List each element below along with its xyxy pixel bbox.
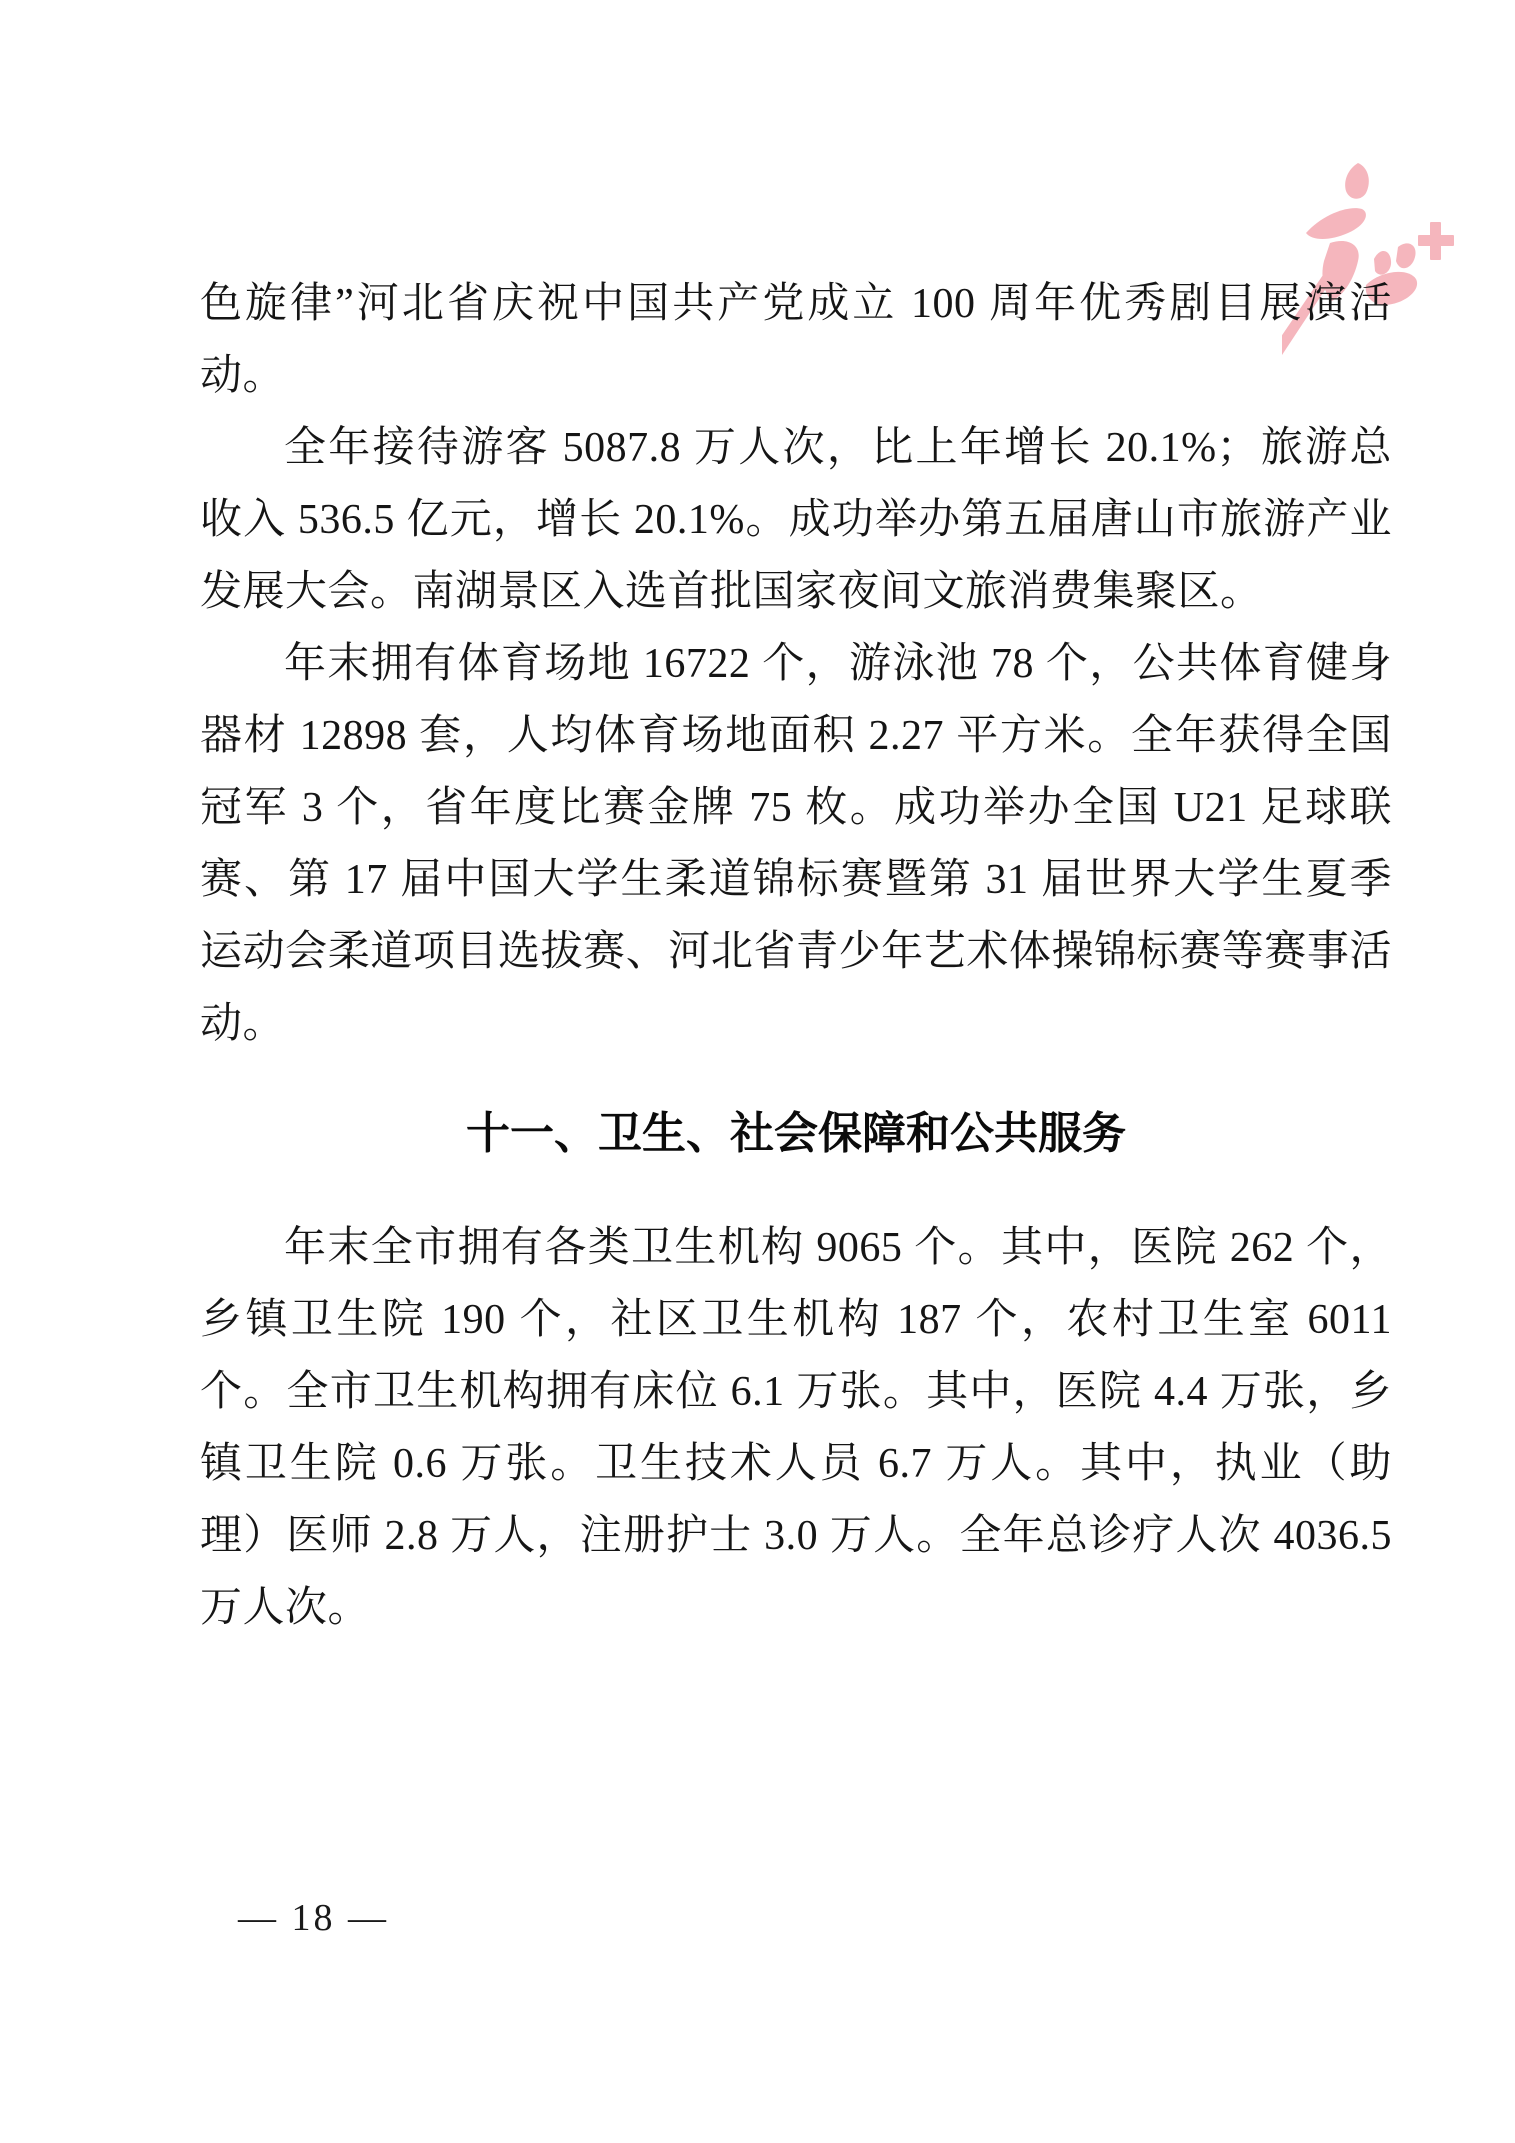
section-heading-health-social-security: 十一、卫生、社会保障和公共服务: [466, 1109, 1126, 1158]
page-number: — 18 —: [238, 1897, 389, 1939]
body-paragraph-continuation: 色旋律”河北省庆祝中国共产党成立 100 周年优秀剧目展演活动。: [200, 281, 1392, 399]
body-paragraph-sports: 年末拥有体育场地 16722 个，游泳池 78 个，公共体育健身器材 12898 套，人均体育场地面积 2.27 平方米。全年获得全国冠军 3 个，省年度比赛金牌 75 枚。成功举办全国 U21 足球联赛、第 17 届中国大学生柔道锦标赛暨第 31 届世界大学生夏季运动会柔道项目选拔赛、河北省青少年艺术体操锦标赛等赛事活动。: [200, 641, 1392, 1047]
document-body: [200, 268, 1392, 1644]
body-paragraph-health: 年末全市拥有各类卫生机构 9065 个。其中，医院 262 个，乡镇卫生院 190 个，社区卫生机构 187 个，农村卫生室 6011 个。全市卫生机构拥有床位 6.1 万张。其中，医院 4.4 万张，乡镇卫生院 0.6 万张。卫生技术人员 6.7 万人。其中，执业（助理）医师 2.8 万人，注册护士 3.0 万人。全年总诊疗人次 4036.5 万人次。: [200, 1225, 1392, 1631]
body-paragraph-tourism: 全年接待游客 5087.8 万人次，比上年增长 20.1%；旅游总收入 536.5 亿元，增长 20.1%。成功举办第五届唐山市旅游产业发展大会。南湖景区入选首批国家夜间文旅消费集聚区。: [200, 425, 1392, 615]
